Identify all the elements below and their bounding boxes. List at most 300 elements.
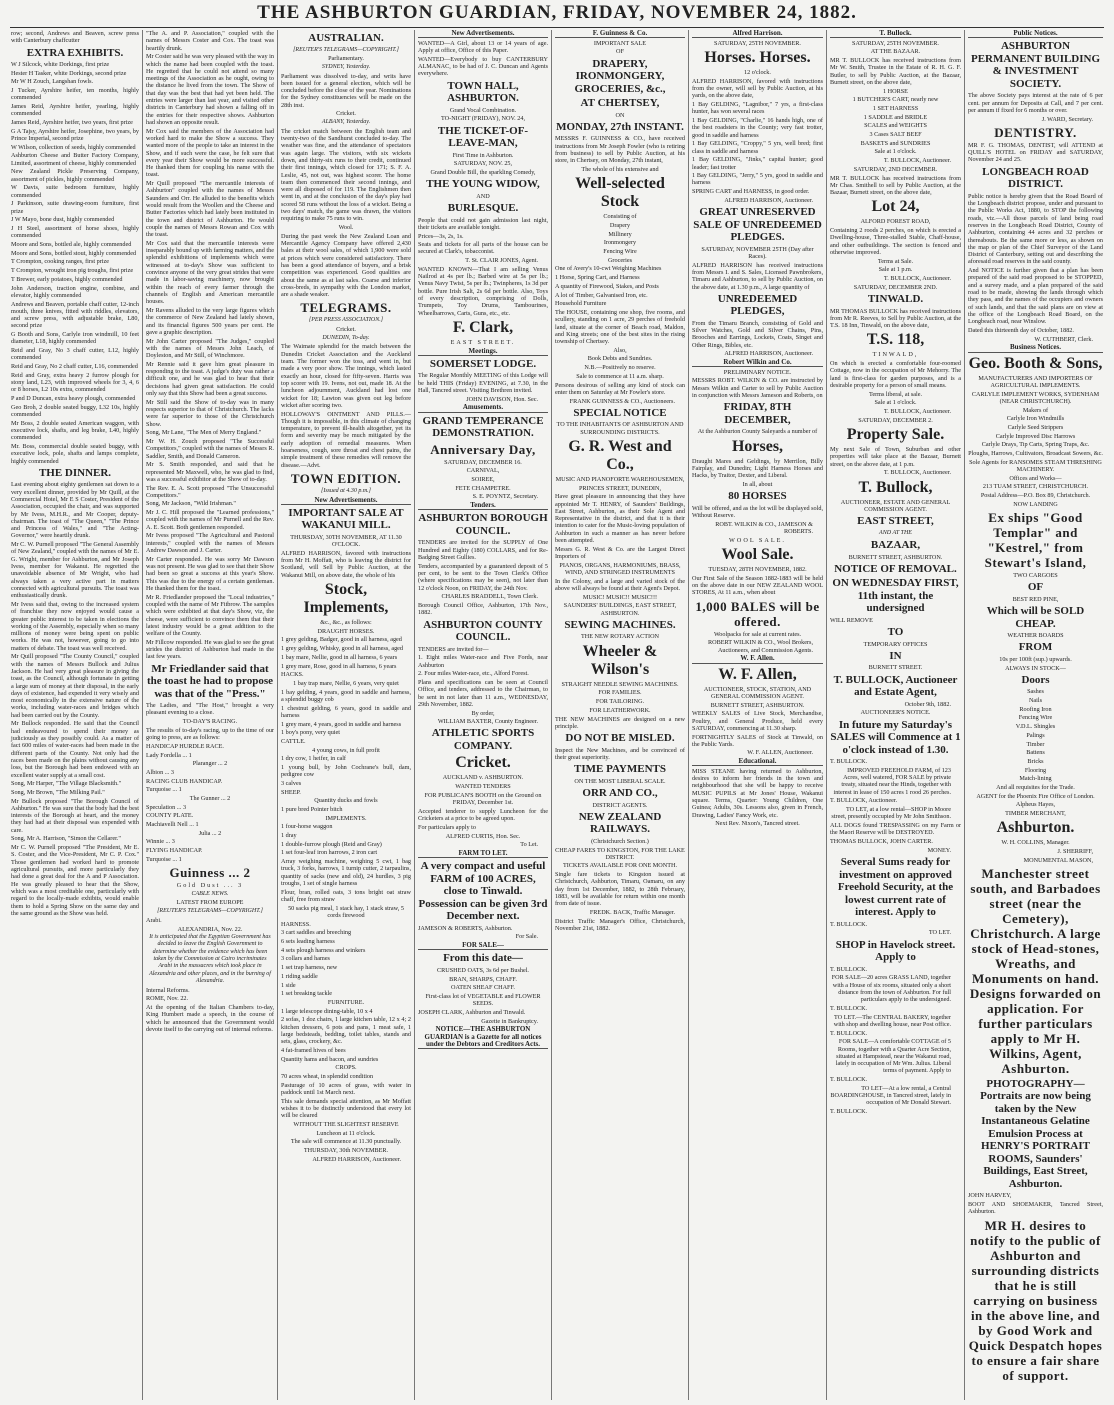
c2-paragraph: Internal Reforms.	[146, 986, 190, 994]
c6-paragraph: Alfred Harrison.	[692, 30, 823, 38]
c7-paragraph: T. BULLOCK, Auctioneer.	[883, 157, 951, 165]
c2-paragraph: LATEST FROM EUROPE	[176, 899, 244, 907]
c1-paragraph: Mr. Boss, commercial double seated buggy, with executive lock, pole, shafts and lamps complete, highly commended	[11, 442, 139, 465]
c3-paragraph: IMPORTANT SALE AT WAKANUI MILL.	[288, 506, 404, 532]
c6-paragraph: UNREDEEMED PLEDGES,	[717, 292, 798, 318]
c4-paragraph: For particulars apply to	[418, 823, 476, 831]
c6-paragraph: ALFRED HARRISON, Auctioneer.	[724, 350, 813, 358]
c5-paragraph: ON THE MOST LIBERAL SCALE.	[574, 777, 666, 785]
c3-paragraph: During the past week the New Zealand Loan and Mercantile Agency Company have offered 2,430 bales at their wool sales, of which 1,900 were sold at prices which were considered satisfactory. There has been a good attendance of buyers, and a brisk competition was experienced. Good qualities are about the same as at last sales. Coarse and inferior cross-breds, in sympathy with the London market, are a shade weaker.	[281, 232, 411, 299]
c5-paragraph: District Traffic Manager's Office, Christchurch, November 21st, 1882.	[555, 917, 685, 933]
c4-paragraph: FARM TO LET.	[418, 850, 548, 858]
c8-paragraph: Fencing Wire	[1018, 714, 1053, 722]
c6-paragraph: ALFRED HARRISON has received instructions from Messrs I. and S. Sales, Licensed Pawnbrokers, Timaru and Ashburton, to sell by Public Auction, on the above date, at 1.30 p.m., A large quantity of	[692, 261, 823, 291]
c6-paragraph: From the Timaru Branch, consisting of Gold and Silver Watches, Gold and Silver Chains, Pins, Brooches and Earrings, Lockets, Coats, Singet and Other Rings, Bibles, etc.	[692, 319, 823, 349]
c1-paragraph: Hester H Tasker, white Dorkings, second prize	[11, 69, 127, 77]
c2-paragraph: Gold Dust ... 3	[176, 882, 244, 890]
c3-paragraph: &c., &c., as follows:	[320, 619, 372, 627]
c4-paragraph: TENDERS are invited for—	[418, 645, 489, 653]
c2-paragraph: Song, Mr Lane, "The Men of Merry England."	[146, 429, 262, 437]
c4-paragraph: Grand Double Bill, the sparkling Comedy,	[430, 168, 536, 176]
c6-paragraph: ROBERT WILKIN & CO., Wool Brokers, Auctioneers, and Commission Agents.	[707, 639, 813, 654]
c1-paragraph: G A Tajsy, Ayrshire heifer, Josephine, two years, by Prince Imperial, second prize	[11, 127, 139, 143]
c1-paragraph: John Anderson, traction engine, combine, and elevator, highly commended	[11, 284, 139, 299]
c2-paragraph: ALEXANDRIA, Nov. 22.	[177, 925, 243, 933]
c3-paragraph: TELEGRAMS.	[300, 300, 392, 316]
c8-paragraph: PHOTOGRAPHY—Portraits are now being taken by the New Instantaneous Gelatine Emulsion Process at HENRY'S PORTRAIT ROOMS, Saunders' Buildings, East Street, Ashburton.	[980, 1077, 1091, 1190]
c4-paragraph: TOWN HALL, ASHBURTON.	[447, 79, 519, 105]
c1-paragraph: T Crompton, wrought iron pig troughs, first prize	[11, 267, 134, 275]
c4-paragraph: SOMERSET LODGE.	[429, 357, 537, 370]
c8-paragraph: Ploughs, Harrows, Cultivators, Broadcast Sowers, &c.	[968, 449, 1103, 457]
c3-paragraph: 70 acres wheat, in splendid condition	[281, 1072, 374, 1080]
c7-paragraph: IN	[889, 649, 902, 662]
c4-paragraph: JOHN DAVISON, Hon. Sec.	[466, 395, 538, 403]
c7-paragraph: T. BULLOCK.	[830, 965, 868, 973]
c2-paragraph: Mr Coster said he was very pleased with the way in which the name had been coupled with the toast. He regretted that he could not attend so many meetings of the Association as he ought, owing to the distance he lived from the town. The Show of that day was the best that had yet been held. The entries were larger than last year, and visited other districts in Canterbury had shown a falling off in the entries for their respective shows. Ashburton had shown an opposite result.	[146, 53, 274, 126]
c4-paragraph: FOR SALE—	[418, 942, 548, 950]
c1-paragraph: J Tucker, Ayrshire heifer, ten months, highly commended	[11, 87, 139, 102]
c3-paragraph: CATTLE.	[281, 737, 306, 745]
c5-paragraph: FOR FAMILIES.	[598, 689, 642, 697]
c8-paragraph: TWO CARGOES	[1013, 572, 1058, 579]
c5-paragraph: F. Guinness & Co.	[555, 30, 685, 38]
c3-paragraph: DUNEDIN, To-day.	[322, 334, 370, 341]
c4-paragraph: WANTED TENDERS	[455, 783, 511, 791]
c1-paragraph: Reid and Gray, extra heavy 2 furrow plough for stony land, L23, with improved wheels for 3, 4, 6 or 8 horses, L2 10s extra, commended	[11, 371, 139, 394]
c8-paragraph: Makers of	[1022, 406, 1049, 414]
c4-paragraph: FETE CHAMPETRE.	[455, 484, 511, 492]
c6-paragraph: MISS STEANE having returned to Ashburton, desires to inform her friends in the town and neighbourhood that she will be happy to receive MUSIC PUPILS at Mr Jones' House, Wakanui square. Terms, Quarter: Young Children, One Guinea; Adults, 30s. Lessons also, given in French, Drawing, Ladies' Fancy Work, etc.	[692, 767, 823, 819]
c3-paragraph: 1 grey gelding, Badger, good in all harness, aged	[281, 636, 402, 644]
c1-paragraph: THE DINNER.	[38, 466, 112, 479]
c5-paragraph: ON	[615, 111, 625, 119]
c4-paragraph: BURLESQUE.	[447, 202, 519, 215]
c4-paragraph: SATURDAY, DECEMBER 16.	[444, 458, 522, 466]
c8-paragraph: AGENT for the Phoenix Fire Office of London.	[976, 792, 1095, 800]
c6-paragraph: SPRING CART and HARNESS, in good order.	[692, 188, 810, 196]
c3-paragraph: 4 young cows, in full profit	[312, 746, 380, 754]
c4-paragraph: ASHBURTON BOROUGH COUNCIL.	[418, 512, 548, 537]
c3-paragraph: SYDNEY, Yesterday.	[321, 63, 371, 70]
c4-paragraph: S. E. POYNTZ, Secretary.	[472, 493, 538, 501]
c6-paragraph: 1 Bay GELDING, "Charlie," 16 hands high, one of the best roadsters in the County; very fast trotter, good in saddle and harness	[692, 116, 823, 139]
c3-paragraph: Luncheon at 11 o'clock.	[316, 1129, 376, 1137]
c1-paragraph: Mr Quill proposed "The County Council," coupled with the names of Messrs Bullock and Julius Jackson. He had very great pleasure in giving the toast, as the Council, although fortunate in getting a large sum of money at their disposal, in the early days of existence, had expended it very wisely and most economically in the extensive nature of the works, including water-races and bridges which had been carried out by the County.	[11, 653, 139, 719]
c8-paragraph: Sole Agents for RANSOMES STEAM THRESHING MACHINERY.	[969, 458, 1102, 473]
c3-paragraph: The sale will commence at 11.30 punctually.	[290, 1138, 402, 1146]
c7-paragraph: On which is erected a comfortable four-roomed Cottage, now in the occupation of Mr Mehorry. The land is first-class for garden purposes, and is a desirable property for a person of small means.	[830, 360, 961, 389]
c5-paragraph: Fencing Wire	[603, 248, 637, 256]
c7-paragraph: FOR SALE—A comfortable COTTAGE of 5 Rooms, together with a Quarter Acre Section, situated at Hampstead, near the Wakanui road, lately in occupation of Mr Wm. Julius. Liberal terms of payment. Apply to	[835, 1038, 951, 1075]
c6-paragraph: Draught Mares and Geldings, by Merrilon, Billy Fairplay, and Dunedin; Light Harness Horses and Hacks, by Traitor, Dexter, and Liberal.	[692, 457, 823, 480]
c3-paragraph: 4 sets plough harness and winkers	[281, 946, 366, 954]
c6-paragraph: ALFRED HARRISON, Auctioneer.	[724, 196, 813, 204]
c3-paragraph: The cricket match between the English team and twenty-two of the Sandhurst concluded to-day. The weather was fine, and the attendance of spectators was again large. The visitors, with six wickets down, and thirty-six runs to their credit, continued their first innings, which closed for 171; S. F. A. Leslie, 45, not out, was highest scorer. The home team then commenced their second innings, and were all disposed of for 119. The Englishmen then went in, and at the conclusion of the day's play had scored 58 runs without the loss of a wicket. Being a two days' match, the game was drawn, the visitors requiring to make 75 runs to win.	[281, 127, 411, 223]
c4-paragraph: The Regular Monthly MEETING of this Lodge will be held THIS (Friday) EVENING, at 7.30, in the Hall, Tancred street. Visiting Brethren invited.	[418, 372, 548, 395]
c3-paragraph: FURNITURE.	[327, 998, 365, 1006]
c5-paragraph: CHEAP FARES TO KINGSTON, FOR THE LAKE DISTRICT.	[555, 846, 685, 861]
c2-paragraph: Speculation ... 3	[146, 803, 187, 811]
c4-paragraph: Tenders.	[418, 502, 548, 510]
c1-paragraph: Song, Mr Harper, "The Village Blacksmith."	[11, 780, 122, 788]
c3-paragraph: DRAUGHT HORSES.	[317, 627, 375, 635]
c2-paragraph: Albion ... 3	[146, 768, 175, 776]
c5-paragraph: Well-selected Stock	[575, 175, 665, 211]
c3-paragraph: Flour, bran, rolled oats, 3 tons bright oat straw chaff, free from straw	[281, 888, 411, 904]
c3-paragraph: Cricket.	[336, 110, 356, 118]
c1-paragraph: EXTRA EXHIBITS.	[26, 46, 124, 59]
c3-paragraph: 1 large telescope dining-table, 10 x 4	[281, 1007, 373, 1015]
c7-paragraph: SATURDAY, DECEMBER 2.	[858, 416, 933, 424]
c3-paragraph: 1 four-horse waggon	[281, 823, 333, 831]
c3-paragraph: Parliament was dissolved to-day, and writs have been issued for a general election, which will be concluded before the close of the year. Nominations for the Sydney constituencies will be made on the 28th inst.	[281, 72, 411, 109]
c8-paragraph: W. CUTHBERT, Clerk.	[1034, 335, 1093, 343]
c2-paragraph: Mr Cox said that the mercantile interests were inseparably bound up with farming matters, and the splendid exhibitions of implements which were witnessed at to-day's Show was sufficient to convince anyone of the very great strides that were made in labor-saving machinery, now brought within the reach of every farmer through the channels of English and American mercantile houses.	[146, 239, 274, 306]
c4-paragraph: SOIREE,	[471, 476, 495, 484]
c2-paragraph: Arabi.	[146, 916, 162, 924]
c5-paragraph: DRAPERY, IRONMONGERY, GROCERIES, &c.,	[574, 57, 666, 95]
c4-paragraph: T. St. CLAIR JONES, Agent.	[465, 257, 538, 265]
c8-paragraph: Public notice is hereby given that the Road Board of the Longbeach district propose, under and pursuant to the Public Works Act, 1880, to STOP the following roads, viz.—All those parcels of land being road reserves in the Longbeach Road District, County of Ashburton, containing 44 acres and 32 perches or thereabouts. Be the same more or less, as shown on the map or plan of the Chief Surveyor of the Land District of Canterbury, setting out and describing the aforesaid road reserves in the said county.	[968, 192, 1103, 266]
c5-paragraph: OF	[616, 48, 624, 56]
c6-paragraph: Will be offered, and as the lot will be displayed sold, Without Reserve.	[692, 504, 823, 520]
c1-paragraph: Last evening about eighty gentlemen sat down to a very excellent dinner, provided by Mr Quill, at the Commercial Hotel, Mr E S Coster, President of the Association, occupied the chair, and was supported by Mr Ivess, M.H.R., and Mr Cooper, deputy-chairman. The toast of "The Queen," "The Prince and Princess of Wales," and "The Acting-Governor," were heartily drunk.	[11, 481, 139, 540]
c7-paragraph: EAST STREET,	[857, 515, 934, 528]
c3-paragraph: 1 side	[281, 981, 296, 989]
c8-paragraph: Ashburton.	[996, 819, 1075, 837]
c4-paragraph: Gazette in Bankruptcy.	[481, 1017, 538, 1025]
c8-paragraph: Flooring	[1024, 766, 1047, 774]
c3-paragraph: New Advertisements.	[281, 497, 411, 505]
c2-paragraph: Mr John Carter proposed "The Judges," coupled with the names of Messrs John Leach, of Doyleston, and Mr Still, of Winchmore.	[146, 337, 274, 360]
c7-paragraph: MR THOMAS BULLOCK has received instructions from Mr R. Reeves, to Sell by Public Auction, at the T.S. 18 Inn, Tinwald, on the above date,	[830, 307, 961, 330]
masthead: THE ASHBURTON GUARDIAN, FRIDAY, NOVEMBER 24, 1882.	[257, 2, 857, 23]
c5-paragraph: A quantity of Firewood, Stakes, and Posts	[555, 282, 659, 290]
c7-paragraph: SATURDAY, 25TH NOVEMBER.	[852, 39, 939, 47]
c2-paragraph: "The A. and P. Association," coupled with the names of Messrs Coster and Cox. The toast was heartily drunk.	[146, 30, 274, 52]
c4-paragraph: Borough Council Office, Ashburton, 17th Nov., 1882.	[418, 601, 548, 617]
c8-paragraph: TIMBER MERCHANT,	[1005, 810, 1066, 817]
c8-paragraph: Sashes	[1027, 688, 1044, 696]
c3-paragraph: 1 riding saddle	[281, 972, 318, 980]
c6-paragraph: Horses. Horses.	[704, 48, 811, 66]
c8-paragraph: MANUFACTURERS AND IMPORTERS OF AGRICULTURAL IMPLEMENTS.	[978, 374, 1093, 389]
c8-paragraph: Carlyle Iron Windmills	[1006, 415, 1065, 423]
c8-paragraph: MR F. G. THOMAS, DENTIST, will ATTEND at QUILL'S HOTEL on FRIDAY and SATURDAY, November 24 and 25.	[968, 141, 1103, 164]
c8-paragraph: Manchester street south, and Barbadoes street (near the Cemetery), Christchurch. A large stock of Head-stones, Wreaths, and Monuments on hand. Designs forwarded on application. For further particulars apply to Mr H. Wilkins, Agent, Ashburton.	[969, 865, 1102, 1076]
c6-paragraph: SATURDAY, NOVEMBER 25TH (Day after Races).	[701, 245, 814, 260]
c8-paragraph: OF	[1027, 581, 1044, 594]
c6-paragraph: FRIDAY, 8TH DECEMBER,	[723, 401, 792, 426]
c1-paragraph: P and D Duncan, extra heavy plough, commended	[11, 395, 136, 403]
c3-paragraph: 1 set trap harness, new	[281, 964, 338, 972]
c6-paragraph: 80 HORSES	[728, 490, 787, 503]
c3-paragraph: 2 sofas, 1 doz chairs, 1 large kitchen table, 12 x 4; 2 kitchen dressers, 6 pots and pans, 1 meat safe, 1 large bedsteads, bedding, toilet tables, stands and sets, glass, crockery, &c.	[281, 1016, 411, 1046]
c5-paragraph: SPECIAL NOTICE	[573, 406, 667, 419]
c5-paragraph: FOR TAILORING.	[595, 698, 645, 706]
c5-paragraph: AT CHERTSEY,	[580, 97, 660, 110]
c3-paragraph: TOWN EDITION.	[290, 470, 402, 486]
c3-paragraph: HOLLOWAY'S OINTMENT AND PILLS.—Though it is impossible, in this climate of changing temperature, to prevent ill-health altogether, yet its form and severity may be much mitigated by the early adoption of remedial measures. When hoarseness, cough, sore throat and chest pains, the simple treatment of these remedies will remove the disease.—Advt.	[281, 410, 411, 469]
c7-paragraph: T. BULLOCK.	[830, 1029, 868, 1037]
c3-paragraph: Wool.	[338, 224, 354, 232]
c7-paragraph: NOTICE OF REMOVAL.	[834, 562, 957, 575]
c3-paragraph: Stock, Implements,	[303, 581, 389, 617]
c8-paragraph: BEST RED PINE,	[1012, 595, 1059, 603]
c5-paragraph: FRANK GUINNESS & CO., Auctioneers.	[569, 397, 675, 405]
c3-paragraph: 3 calves	[281, 779, 302, 787]
c7-paragraph: 1 BUTCHER'S CART, nearly new	[852, 96, 939, 104]
c5-paragraph: Consisting of	[603, 213, 637, 221]
c4-paragraph: Cricket.	[455, 754, 511, 772]
c3-paragraph: Quantity hams and bacon, and sundries	[281, 1055, 379, 1063]
c1-paragraph: T Crompton, cooking ranges, first prize	[11, 258, 110, 266]
c7-paragraph: My next Sale of Town, Suburban and other properties will take place at the Bazaar, Burnett street, on the above date, at 1 p.m.	[830, 446, 961, 468]
c2-paragraph: FLYING HANDICAP.	[146, 847, 203, 855]
c2-paragraph: Winnie ... 3	[146, 838, 175, 846]
c7-paragraph: T.S. 118,	[866, 331, 925, 349]
column-2	[143, 30, 278, 1400]
c7-paragraph: Terms liberal, at sale.	[869, 390, 922, 398]
c6-paragraph: Our First Sale of the Season 1882-1883 will be held on the above date in our NEW ZEALAND WOOL STORES, At 11 a.m., when about	[692, 574, 823, 597]
c3-paragraph: IMPLEMENTS.	[325, 814, 367, 822]
column-8	[965, 30, 1106, 1400]
c1-paragraph: J H Steel, assortment of horse shoes, highly commended	[11, 225, 139, 240]
c3-paragraph: Array weighing machine, weighing 5 cwt, 1 bag truck, 3 forks, harrows, 1 turnip cutter, 2 tarpaulins, quantity of sacks (new and old), 24 hurdles, 3 pig troughs, 1 set of single harness	[281, 858, 411, 888]
c7-paragraph: BAZAAR,	[870, 539, 921, 552]
c4-paragraph: WANTED—A Girl, about 13 or 14 years of age. Apply at office, Office of this Paper.	[418, 39, 548, 54]
c3-paragraph: WITHOUT THE SLIGHTEST RESERVE	[293, 1120, 399, 1128]
c7-paragraph: SATURDAY, DECEMBER 2ND.	[853, 283, 938, 291]
c8-paragraph: J. SHERRIFF,	[1057, 847, 1093, 855]
c3-paragraph: ALBANY, Yesterday.	[321, 119, 371, 126]
c1-paragraph: Reid and Gray, No 2 chaff cutter, L16, commended	[11, 363, 138, 371]
c4-paragraph: 2. Four miles Water-race, etc., Alford Forest.	[418, 670, 529, 678]
c5-paragraph: PIANOS, ORGANS, HARMONIUMS, BRASS, WIND, AND STRINGED INSTRUMENTS	[559, 561, 681, 577]
c6-paragraph: ALFRED HARRISON, favored with instructions from the owner, will sell by Public Auction, at his yards, on the above date,	[692, 77, 823, 100]
c7-paragraph: October 9th, 1882.	[904, 700, 951, 708]
c7-paragraph: BURNETT STREET, ASHBURTON.	[848, 553, 943, 561]
c6-paragraph: W. F. Allen,	[718, 665, 797, 683]
c4-paragraph: FOR PUBLICAN'S BOOTH on the Ground on FRIDAY, December 1st.	[424, 791, 542, 807]
c5-paragraph: 1 Horse, Spring Cart, and Harness	[555, 274, 640, 282]
c4-paragraph: Anniversary Day,	[430, 441, 536, 457]
c2-paragraph: Lady Fordella ... 1	[146, 751, 192, 759]
c4-paragraph: CHARLES BRADDELL, Town Clerk.	[441, 593, 538, 601]
c2-paragraph: Mr W. H. Zouch proposed "The Successful Competitors," coupled with the names of Messrs R. Saddler, Smith, and Donald Cameron.	[146, 437, 274, 460]
c7-paragraph: FOR SALE—20 acres GRASS LAND, together with a House of six rooms, situated only a short distance from the town of Ashburton. For full particulars apply to the undersigned.	[831, 974, 951, 1004]
c7-paragraph: T. BULLOCK.	[830, 1004, 868, 1012]
c8-paragraph: Palings	[1026, 731, 1045, 739]
c8-paragraph: MONUMENTAL MASON,	[1023, 856, 1093, 864]
c5-paragraph: (Christchurch Section.)	[591, 837, 649, 845]
c4-paragraph: TO-NIGHT (FRIDAY), NOV. 24,	[441, 115, 525, 123]
c4-paragraph: TENDERS are invited for the SUPPLY of One Hundred and Eighty (180) COLLARS, and for Re-Badging Street Gullies.	[418, 539, 548, 562]
column-3	[278, 30, 415, 1400]
c4-paragraph: First-class lot of VEGETABLE and FLOWER SEEDS.	[425, 992, 541, 1008]
c4-paragraph: Seats and tickets for all parts of the house can be secured at Clark's, tobacconist.	[418, 241, 548, 256]
c1-paragraph: Mr W H Zouch, Langshan fowls.	[11, 78, 94, 86]
c1-paragraph: New Zealand Pickle Preserving Company, assortment of pickles, highly commended	[11, 168, 139, 183]
c3-paragraph: 6 sets leading harness	[281, 938, 335, 946]
c1-paragraph: row; second, Andrews and Beaven, screw press with Canterbury chaffcutter	[11, 30, 139, 45]
c7-paragraph: TO LET.—The CENTRAL BAKERY, together with shop and dwelling house, near Post office.	[833, 1013, 951, 1028]
c6-paragraph: Woolpacks for sale at current rates.	[713, 630, 802, 638]
c1-paragraph: W Wilson, collection of seeds, highly commended	[11, 143, 136, 151]
c1-paragraph: J Parkinson, suite drawing-room furniture, first prize	[11, 200, 139, 215]
c3-paragraph: 50 sacks pig meal, 1 stack hay, 1 stack straw, 5 cords firewood	[288, 904, 404, 920]
c1-paragraph: Moore and Sons, bottled stout, highly commended	[11, 249, 137, 257]
c5-paragraph: PRINCES STREET, DUNEDIN,	[578, 484, 662, 492]
c4-paragraph: BRAN, SHARPS, CHAFF.	[449, 975, 517, 983]
c4-paragraph: ATHLETIC SPORTS COMPANY.	[431, 727, 535, 752]
c2-paragraph: At the opening of the Italian Chambers to-day, King Humbert made a speech, in the course of which he announced that the Government would devote itself to the carrying out of internal reforms.	[146, 1004, 274, 1033]
c3-paragraph: 1 dry cow, 1 heifer, in calf	[281, 755, 346, 763]
c5-paragraph: IMPORTANT SALE	[593, 39, 647, 47]
c7-paragraph: T. BULLOCK.	[830, 758, 868, 766]
c3-paragraph: THURSDAY, 30TH NOVEMBER, AT 11.30 O'CLOCK.	[290, 533, 402, 549]
column-5	[552, 30, 689, 1400]
c5-paragraph: Millinery	[608, 230, 632, 238]
c8-paragraph: Carlyle Seed Strippers	[1007, 423, 1064, 431]
c7-paragraph: Lot 24,	[871, 198, 920, 216]
c8-paragraph: V.D.L. Shingles	[1015, 723, 1056, 731]
c6-paragraph: 1 Bay GELDING, "Jerry," 5 yrs, good in saddle and harness	[692, 172, 823, 187]
c7-paragraph: AUCTIONEER'S NOTICE.	[860, 709, 931, 717]
c1-paragraph: W Davis, suite bedroom furniture, highly commended	[11, 184, 139, 199]
c7-paragraph: T. BULLOCK.	[830, 1076, 868, 1084]
c5-paragraph: Inspect the New Machines, and be convinced of their great superiority.	[555, 746, 685, 761]
c6-paragraph: Educational.	[692, 758, 823, 766]
c3-paragraph: The Waimate splendid for the match between the Dunedin Cricket Association and the Auckland team. The former won the toss, and went in, but made a very poor show. The innings, which lasted exactly an hour, closed for fifty-seven. Harris was top scorer with 19. Ivens, not out, made 18. At the luncheon adjournment, Auckland had lost one wicket for 18; Lawton was given out leg before wicket after scoring two.	[281, 343, 411, 409]
c4-paragraph: ASHBURTON COUNTY COUNCIL.	[423, 618, 543, 644]
c3-paragraph: 1 grey mare, Rose, good in all harness, 6 years	[281, 662, 397, 670]
c6-paragraph: FORTNIGHTLY SALES of Stock at Tinwald, on the Public Yards.	[692, 733, 823, 748]
c8-paragraph: FROM	[1018, 641, 1053, 654]
c6-paragraph: ROBT. WILKIN & CO., JAMESON & ROBERTS.	[715, 520, 813, 536]
c2-paragraph: Turquoise ... 1	[146, 786, 182, 794]
c1-paragraph: James Reid, Ayrshire heifer, yearling, highly commended	[11, 103, 139, 118]
c8-paragraph: And all requisites for the Trade.	[996, 783, 1075, 791]
c4-paragraph: Amusements.	[418, 404, 548, 412]
c4-paragraph: CRUSHED OATS, 3s 6d per Bushel.	[437, 966, 529, 974]
c5-paragraph: Persons desirous of selling any kind of stock can enter them on Saturday at Mr Fowler's store.	[555, 381, 685, 396]
c5-paragraph: Single fare tickets to Kingston issued at Christchurch, Ashburton, Timaru, Oamaru, on any day from 1st December, 1882, to 28th February, 1883, will be available for return within one month from date of issue.	[555, 871, 685, 908]
c3-paragraph: Parliamentary.	[328, 55, 364, 63]
c8-paragraph: Which will be SOLD CHEAP.	[986, 605, 1085, 630]
c2-paragraph: [REUTER'S TELEGRAMS—COPYRIGHT.]	[157, 908, 263, 915]
c7-paragraph: THOMAS BULLOCK, JOHN CARTER.	[830, 838, 933, 846]
c3-paragraph: 1 bay mare, Nellie, good in all harness, 6 years	[281, 653, 398, 661]
c1-paragraph: Mr Boss, 2 double seated American waggon, with executive lock, shafts, and leg brake, L40, highly commended	[11, 419, 139, 442]
c4-paragraph: OATEN SHEAF CHAFF.	[451, 984, 515, 992]
c1-paragraph: W J Silcock, white Dorkings, first prize	[11, 61, 110, 69]
c7-paragraph: TEMPORARY OFFICES	[863, 640, 928, 648]
c8-paragraph: MR H. desires to notify to the public of Ashburton and surrounding districts that he is still carrying on business in the above line, and by Good Work and Quick Despatch hopes to ensure a fair share of support.	[968, 1217, 1103, 1383]
c4-paragraph: CARNIVAL,	[466, 467, 500, 475]
c6-paragraph: PRELIMINARY NOTICE.	[723, 368, 792, 376]
c7-paragraph: T. BULLOCK.	[830, 920, 868, 928]
c4-paragraph: By order,	[471, 709, 495, 717]
c5-paragraph: TIME PAYMENTS	[574, 763, 666, 776]
c2-paragraph: Turquoise ... 1	[146, 855, 182, 863]
c4-paragraph: SATURDAY, NOV. 25,	[453, 160, 513, 168]
c2-paragraph: Mr Ivess proposed "The Agricultural and Pastoral interests," coupled with the names of Messrs Andrew Dawson and J. Carter.	[146, 532, 274, 555]
c5-paragraph: MUSIC! MUSIC!! MUSIC!!!	[582, 593, 658, 601]
c5-paragraph: ORR AND CO.,	[582, 787, 658, 800]
c5-paragraph: The HOUSE, containing one shop, five rooms, and scullery, standing on 1 acre, 29 perches of freehold land, situate at the corner of Beach road, Maldon, and King streets; one of the best sites in the rising township of Chertsey.	[555, 308, 685, 346]
c6-paragraph: 1 Bay GELDING, "Jinks," capital hunter; good leader; fast trotter	[692, 156, 823, 171]
c2-paragraph: Mr Still said the Show of to-day was in many respects superior to that of Christchurch. The lacks were far superior to those of the Christchurch Show.	[146, 398, 274, 428]
c2-paragraph: Mr Ravens alluded to the very large figures which the commerce of New Zealand had lately shown, and its financial figures 500 years per cent. He gave a graphic description.	[146, 306, 274, 336]
c8-paragraph: Public Notices.	[968, 30, 1103, 38]
c3-paragraph: 1 grey mare, 4 years, good in saddle and harness	[281, 720, 402, 728]
c7-paragraph: TO LET, at a low rental—SHOP in Moore street, presently occupied by Mr John Smithson.	[831, 806, 951, 821]
c3-paragraph: 3 collars and hames	[281, 955, 330, 963]
c5-paragraph: Household Furniture	[555, 300, 607, 308]
c3-paragraph: 1 bay trap mare, Nellie, 6 years, very quiet	[293, 679, 399, 687]
c4-paragraph: A very compact and useful FARM of 100 ACRES, close to Tinwald. Possession can be given 3rd December next.	[418, 860, 548, 923]
c7-paragraph: SATURDAY, 2ND DECEMBER.	[853, 165, 938, 173]
c4-paragraph: F. Clark,	[452, 318, 514, 336]
c3-paragraph: [REUTER'S TELEGRAMS—COPYRIGHT.]	[293, 46, 399, 53]
c7-paragraph: MR T. BULLOCK has received instructions from Mr Chas. Smithell to sell by Public Auction, at the Bazaar, Burnett street, on the above date,	[830, 174, 961, 197]
c1-paragraph: Song, Mr Brown, "The Milking Pail."	[11, 788, 105, 796]
c1-paragraph: Geo Broh, 2 double seated buggy, L32 10s, highly commended	[11, 403, 139, 419]
c4-paragraph: Accepted tenderer to supply Luncheon for the Cricketers at a price to be agreed upon.	[418, 807, 548, 823]
c8-paragraph: Dated this thirteenth day of October, 1882.	[968, 326, 1074, 334]
c2-paragraph: The Ladies, and "The Host," brought a very pleasant evening to a close.	[146, 702, 274, 717]
c7-paragraph: ALL DOGS found TRESPASSING on my Farm or the Maori Reserve will be DESTROYED.	[830, 822, 961, 837]
c7-paragraph: TINWALD,	[872, 351, 919, 359]
c2-paragraph: Song, Mr Jackson, "Wild Irishman."	[146, 500, 236, 508]
c5-paragraph: DISTRICT AGENTS.	[592, 801, 648, 809]
c4-paragraph: For Sale.	[515, 933, 538, 941]
c7-paragraph: Terms at Sale.	[877, 257, 914, 265]
c3-paragraph: THURSDAY, 30th NOVEMBER.	[303, 1146, 389, 1154]
c8-paragraph: Battens	[1026, 749, 1045, 757]
c8-paragraph: The above Society pays interest at the rate of 6 per cent. per annum for Deposits at Call, and 7 per cent. per annum if fixed for 6 months or over.	[968, 92, 1103, 114]
c6-paragraph: Wool Sale.	[721, 546, 794, 563]
c5-paragraph: In the Colony, and a large and varied stock of the above will always be found at their Agent's Depot.	[555, 577, 685, 593]
c3-paragraph: 1 double-furrow plough (Reid and Gray)	[281, 840, 382, 848]
c7-paragraph: T. BULLOCK, Auctioneer.	[883, 408, 951, 416]
c7-paragraph: Sale at 1 p.m.	[878, 266, 913, 274]
c7-paragraph: T. BULLOCK, Auctioneer.	[883, 275, 951, 283]
c5-paragraph: N.B.—Positively no reserve.	[584, 364, 656, 372]
c4-paragraph: Meetings.	[418, 348, 548, 356]
column-6	[689, 30, 827, 1400]
c6-paragraph: Robert Wilkin and Co.	[692, 359, 823, 367]
c7-paragraph: 1 SET HARNESS	[872, 105, 919, 113]
c4-paragraph: Prices—3s, 2s, 1s.	[418, 232, 464, 240]
c3-paragraph: [Issued at 4.30 p.m.]	[320, 487, 371, 494]
c2-paragraph: HANDICAP HURDLE RACE.	[146, 742, 224, 750]
c1-paragraph: Ashburton Cheese and Butter Factory Company, Limited, assortment of cheese, highly commended	[11, 152, 139, 167]
c8-paragraph: ALWAYS IN STOCK—	[1005, 664, 1066, 672]
c5-paragraph: Have great pleasure in announcing that they have appointed Mr T. HENRY, of Saunders' Buildings, East Street, Ashburton, as their Sole Agent and Representative in the district, and that it is their intention to cater for the Music-loving population of Ashburton in such a manner as has never before been attempted.	[555, 493, 685, 545]
c5-paragraph: FOR LEATHERWORK.	[589, 706, 651, 714]
c6-paragraph: AUCTIONEER, STOCK, STATION, AND GENERAL COMMISSION AGENT.	[703, 685, 812, 700]
c8-paragraph: W. H. COLLINS, Manager.	[1001, 839, 1070, 847]
c6-paragraph: 1 Bay GELDING, "Lagnibor," 7 yrs, a first-class hunter, has won several races	[692, 100, 823, 116]
c8-paragraph: Nails	[1028, 697, 1043, 705]
c3-paragraph: ALFRED HARRISON, Auctioneer.	[312, 1155, 401, 1163]
c1-paragraph: Song, Mr A. Harrison, "Simon the Cellarer."	[11, 835, 121, 843]
c1-paragraph: Mr Ivess said that, owing to the increased system of franchise they now enjoyed would cause a greater public interest to be taken in elections the working of the Assembly, especially when so many millions of money were being spent on public works. He was not, however, going to go into matters of debate. The toast was well received.	[11, 600, 139, 652]
c6-paragraph: At the Ashburton County Saleyards a number of	[697, 428, 818, 436]
